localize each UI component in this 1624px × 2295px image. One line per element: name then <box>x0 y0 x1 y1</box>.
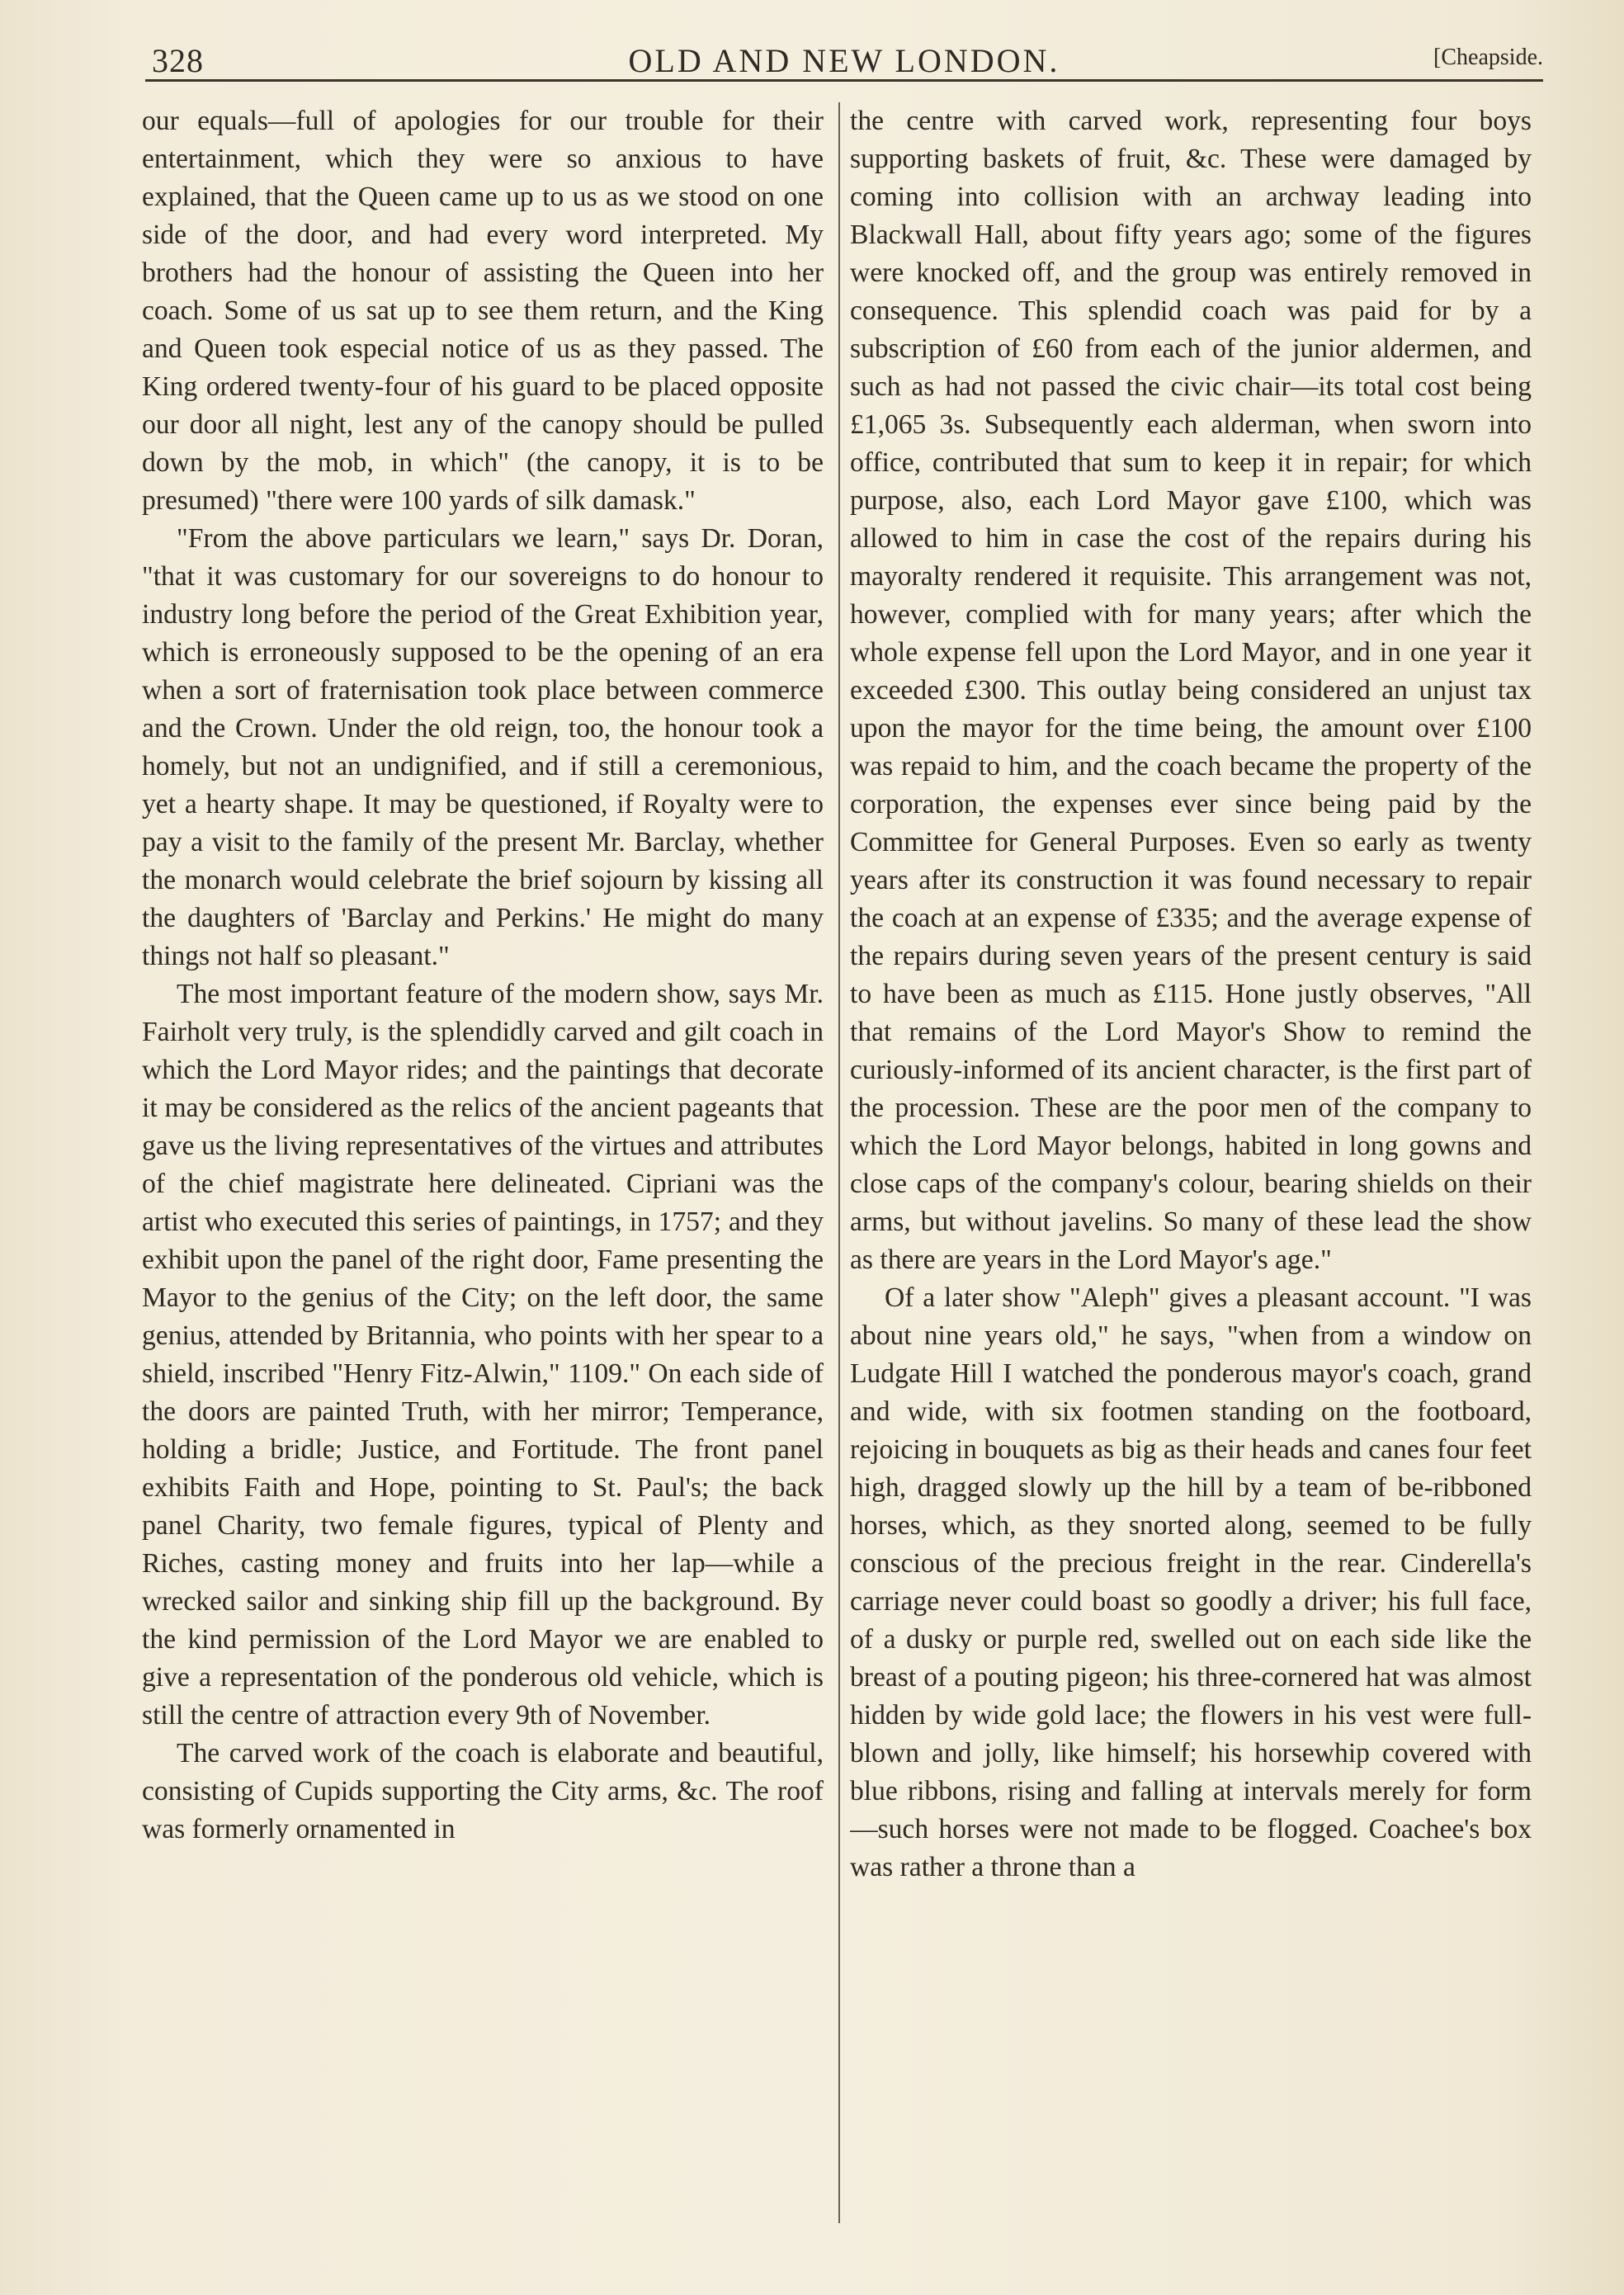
section-title: [Cheapside. <box>1433 45 1543 70</box>
paragraph: The most important feature of the modern show, says Mr. Fairholt very truly, is the splendidly carved and gilt coach in which the Lord Mayor rides; and the paintings that decorate it may be considered as the relics of the ancient pageants that gave us the living representatives of the virtues and attributes of the chief magistrate here delineated. Cipriani was the artist who executed this series of paintings, in 1757; and they exhibit upon the panel of the right door, Fame presenting the Mayor to the genius of the City; on the left door, the same genius, attended by Britannia, who points with her spear to a shield, inscribed "Henry Fitz-Alwin," 1109." On each side of the doors are painted Truth, with her mirror; Temperance, holding a bridle; Justice, and Fortitude. The front panel exhibits Faith and Hope, pointing to St. Paul's; the back panel Charity, two female figures, typical of Plenty and Riches, casting money and fruits into her lap—while a wrecked sailor and sinking ship fill up the background. By the kind permission of the Lord Mayor we are enabled to give a representation of the ponderous old vehicle, which is still the centre of attraction every 9th of November. <box>142 979 824 1731</box>
paragraph: the centre with carved work, representing four boys supporting baskets of fruit, &c. These were damaged by coming into collision with an archway leading into Blackwall Hall, about fifty years ago; some of the figures were knocked off, and the group was entirely removed in consequence. This splendid coach was paid for by a subscription of £60 from each of the junior aldermen, and such as had not passed the civic chair—its total cost being £1,065 3s. Subsequently each alderman, when sworn into office, contributed that sum to keep it in repair; for which purpose, also, each Lord Mayor gave £100, which was allowed to him in case the cost of the repairs during his mayoralty rendered it requisite. This arrangement was not, however, complied with for many years; after which the whole expense fell upon the Lord Mayor, and in one year it exceeded £300. This outlay being considered an unjust tax upon the mayor for the time being, the amount over £100 was repaid to him, and the coach became the property of the corporation, the expenses ever since being paid by the Committee for General Purposes. Even so early as twenty years after its construction it was found necessary to repair the coach at an expense of £335; and the average expense of the repairs during seven years of the present century is said to have been as much as £115. Hone justly observes, "All that remains of the Lord Mayor's Show to remind the curiously-informed of its ancient character, is the first part of the procession. These are the poor men of the company to which the Lord Mayor belongs, habited in long gowns and close caps of the company's colour, bearing shields on their arms, but without javelins. So many of these lead the show as there are years in the Lord Mayor's age." <box>850 106 1532 1275</box>
paragraph: Of a later show "Aleph" gives a pleasant account. "I was about nine years old," he says, "when from a window on Ludgate Hill I watched the ponderous mayor's coach, grand and wide, with six footmen standing on the footboard, rejoicing in bouquets as big as their heads and canes four feet high, dragged slowly up the hill by a team of be-ribboned horses, which, as they snorted along, seemed to be fully conscious of the precious freight in the rear. Cinderella's carriage never could boast so goodly a driver; his full face, of a dusky or purple red, swelled out on each side like the breast of a pouting pigeon; his three-cornered hat was almost hidden by wide gold lace; the flowers in his vest were full-blown and jolly, like himself; his horsewhip covered with blue ribbons, rising and falling at intervals merely for form—such horses were not made to be flogged. Coachee's box was rather a throne than a <box>850 1282 1532 1882</box>
page-header <box>145 33 1543 83</box>
right-column <box>850 102 1532 2215</box>
left-column <box>142 102 824 2215</box>
header-rule <box>145 79 1543 82</box>
page-number: 328 <box>152 42 204 79</box>
column-divider <box>838 102 840 2223</box>
paragraph: The carved work of the coach is elaborate and beautiful, consisting of Cupids supporting the City arms, &c. The roof was formerly ornamented in <box>142 1738 824 1844</box>
paragraph: our equals—full of apologies for our trouble for their entertainment, which they were so anxious to have explained, that the Queen came up to us as we stood on one side of the door, and had every word interpreted. My brothers had the honour of assisting the Queen into her coach. Some of us sat up to see them return, and the King and Queen took especial notice of us as they passed. The King ordered twenty-four of his guard to be placed opposite our door all night, lest any of the canopy should be pulled down by the mob, in which" (the canopy, it is to be presumed) "there were 100 yards of silk damask." <box>142 106 824 516</box>
paragraph: "From the above particulars we learn," says Dr. Doran, "that it was customary for our sovereigns to do honour to industry long before the period of the Great Exhibition year, which is erroneously supposed to be the opening of an era when a sort of fraternisation took place between commerce and the Crown. Under the old reign, too, the honour took a homely, but not an undignified, and if still a ceremonious, yet a hearty shape. It may be questioned, if Royalty were to pay a visit to the family of the present Mr. Barclay, whether the monarch would celebrate the brief sojourn by kissing all the daughters of 'Barclay and Perkins.' He might do many things not half so pleasant." <box>142 523 824 971</box>
running-title: OLD AND NEW LONDON. <box>628 42 1060 79</box>
